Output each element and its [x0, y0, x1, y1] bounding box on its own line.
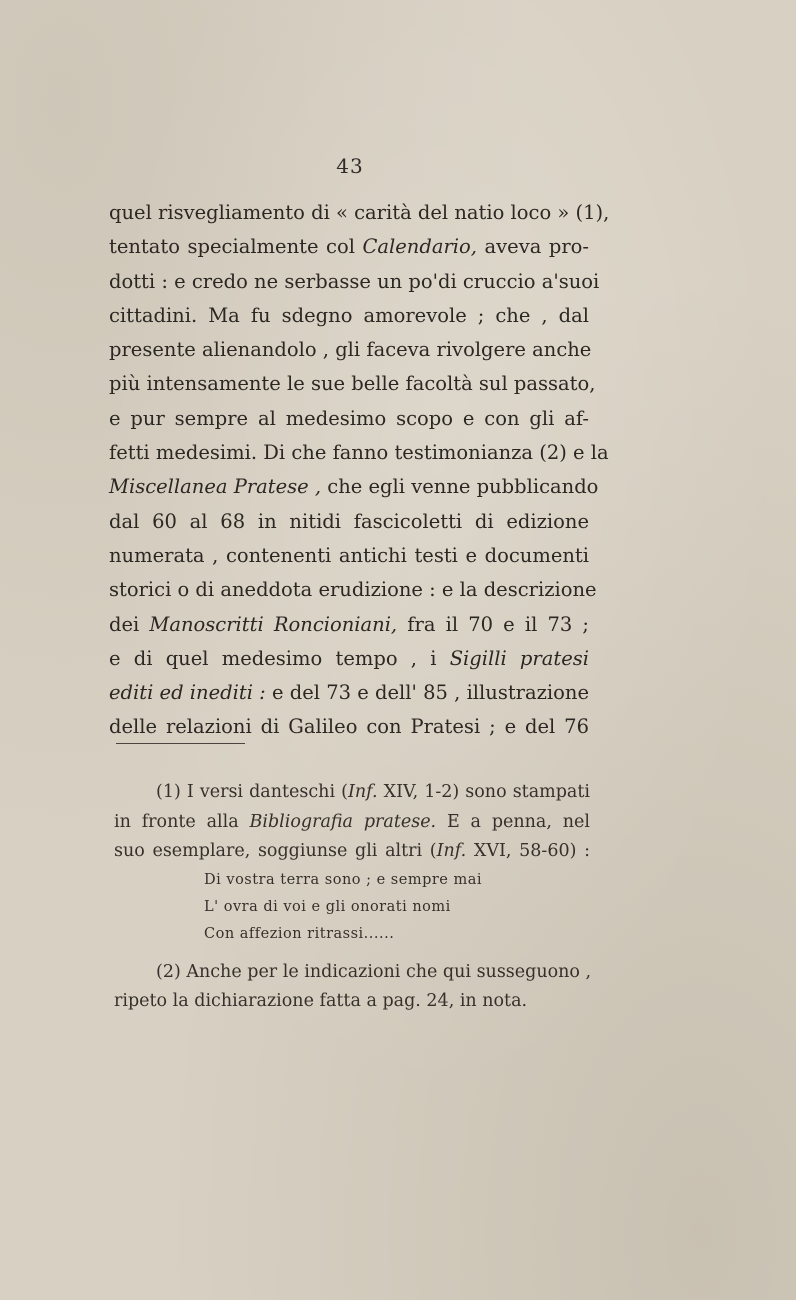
miscellanea-title: Miscellanea Pratese , — [109, 475, 322, 499]
body-line: e di quel medesimo tempo , i Sigilli pratesi — [109, 646, 589, 670]
body-line: storici o di aneddota erudizione : e la descrizione — [109, 578, 597, 602]
bibliografia-title: Bibliografia pratese. — [249, 811, 437, 832]
footnote-spacer — [114, 948, 590, 958]
body-line: numerata , contenenti antichi testi e documenti — [109, 543, 589, 567]
calendario-title: Calendario, — [362, 235, 477, 259]
footnote-2-line: ripeto la dichiarazione fatta a pag. 24, in nota. — [114, 991, 528, 1011]
verse-line: L' ovra di voi e gli onorati nomi — [204, 898, 451, 915]
body-line: cittadini. Ma fu sdegno amorevole ; che , dal — [109, 303, 589, 327]
footnote-1-line: suo esemplare, soggiunse gli altri (Inf. XVI, 58-60) : — [114, 841, 590, 861]
body-line: tentato specialmente col Calendario, aveva pro- — [109, 235, 590, 259]
body-line: e pur sempre al medesimo scopo e con gli af- — [109, 406, 589, 430]
sigilli-title: Sigilli pratesi — [449, 646, 589, 670]
editi-title: editi ed inediti : — [109, 681, 266, 705]
verse-line: Con affezion ritrassi...... — [204, 925, 395, 942]
body-line: presente alienandolo , gli faceva rivolgere anche — [109, 338, 592, 362]
body-line: quel risvegliamento di « carità del natio loco » (1), — [109, 201, 610, 224]
body-line: dal 60 al 68 in nitidi fascicoletti di edizione — [109, 509, 589, 533]
footnote-2-line: (2) Anche per le indicazioni che qui susseguono , — [156, 961, 592, 982]
body-line: più intensamente le sue belle facoltà sul passato, — [109, 372, 596, 396]
body-line: dei Manoscritti Roncioniani, fra il 70 e il 73 ; — [109, 612, 589, 636]
manoscritti-title: Manoscritti Roncioniani, — [149, 612, 398, 636]
page-number: 43 — [336, 154, 364, 178]
body-text — [109, 196, 610, 745]
quoted-verses — [114, 867, 590, 948]
body-line: Miscellanea Pratese , che egli venne pubblicando — [109, 475, 599, 499]
body-line: fetti medesimi. Di che fanno testimonianza (2) e la — [109, 441, 609, 465]
footnote-1-line: in fronte alla Bibliografia pratese. E a penna, nel — [114, 811, 590, 832]
body-line: delle relazioni di Galileo con Pratesi ; e del 76 — [109, 715, 589, 739]
verse-line: Di vostra terra sono ; e sempre mai — [204, 871, 483, 888]
footnotes — [114, 778, 590, 1017]
body-line: dotti : e credo ne serbasse un po'di cruccio a'suoi — [109, 269, 600, 293]
body-line: editi ed inediti : e del 73 e dell' 85 , illustrazione — [109, 681, 589, 705]
footnote-1-line: (1) I versi danteschi (Inf. XIV, 1-2) sono stampati — [156, 782, 590, 802]
footnote-divider — [116, 743, 245, 744]
